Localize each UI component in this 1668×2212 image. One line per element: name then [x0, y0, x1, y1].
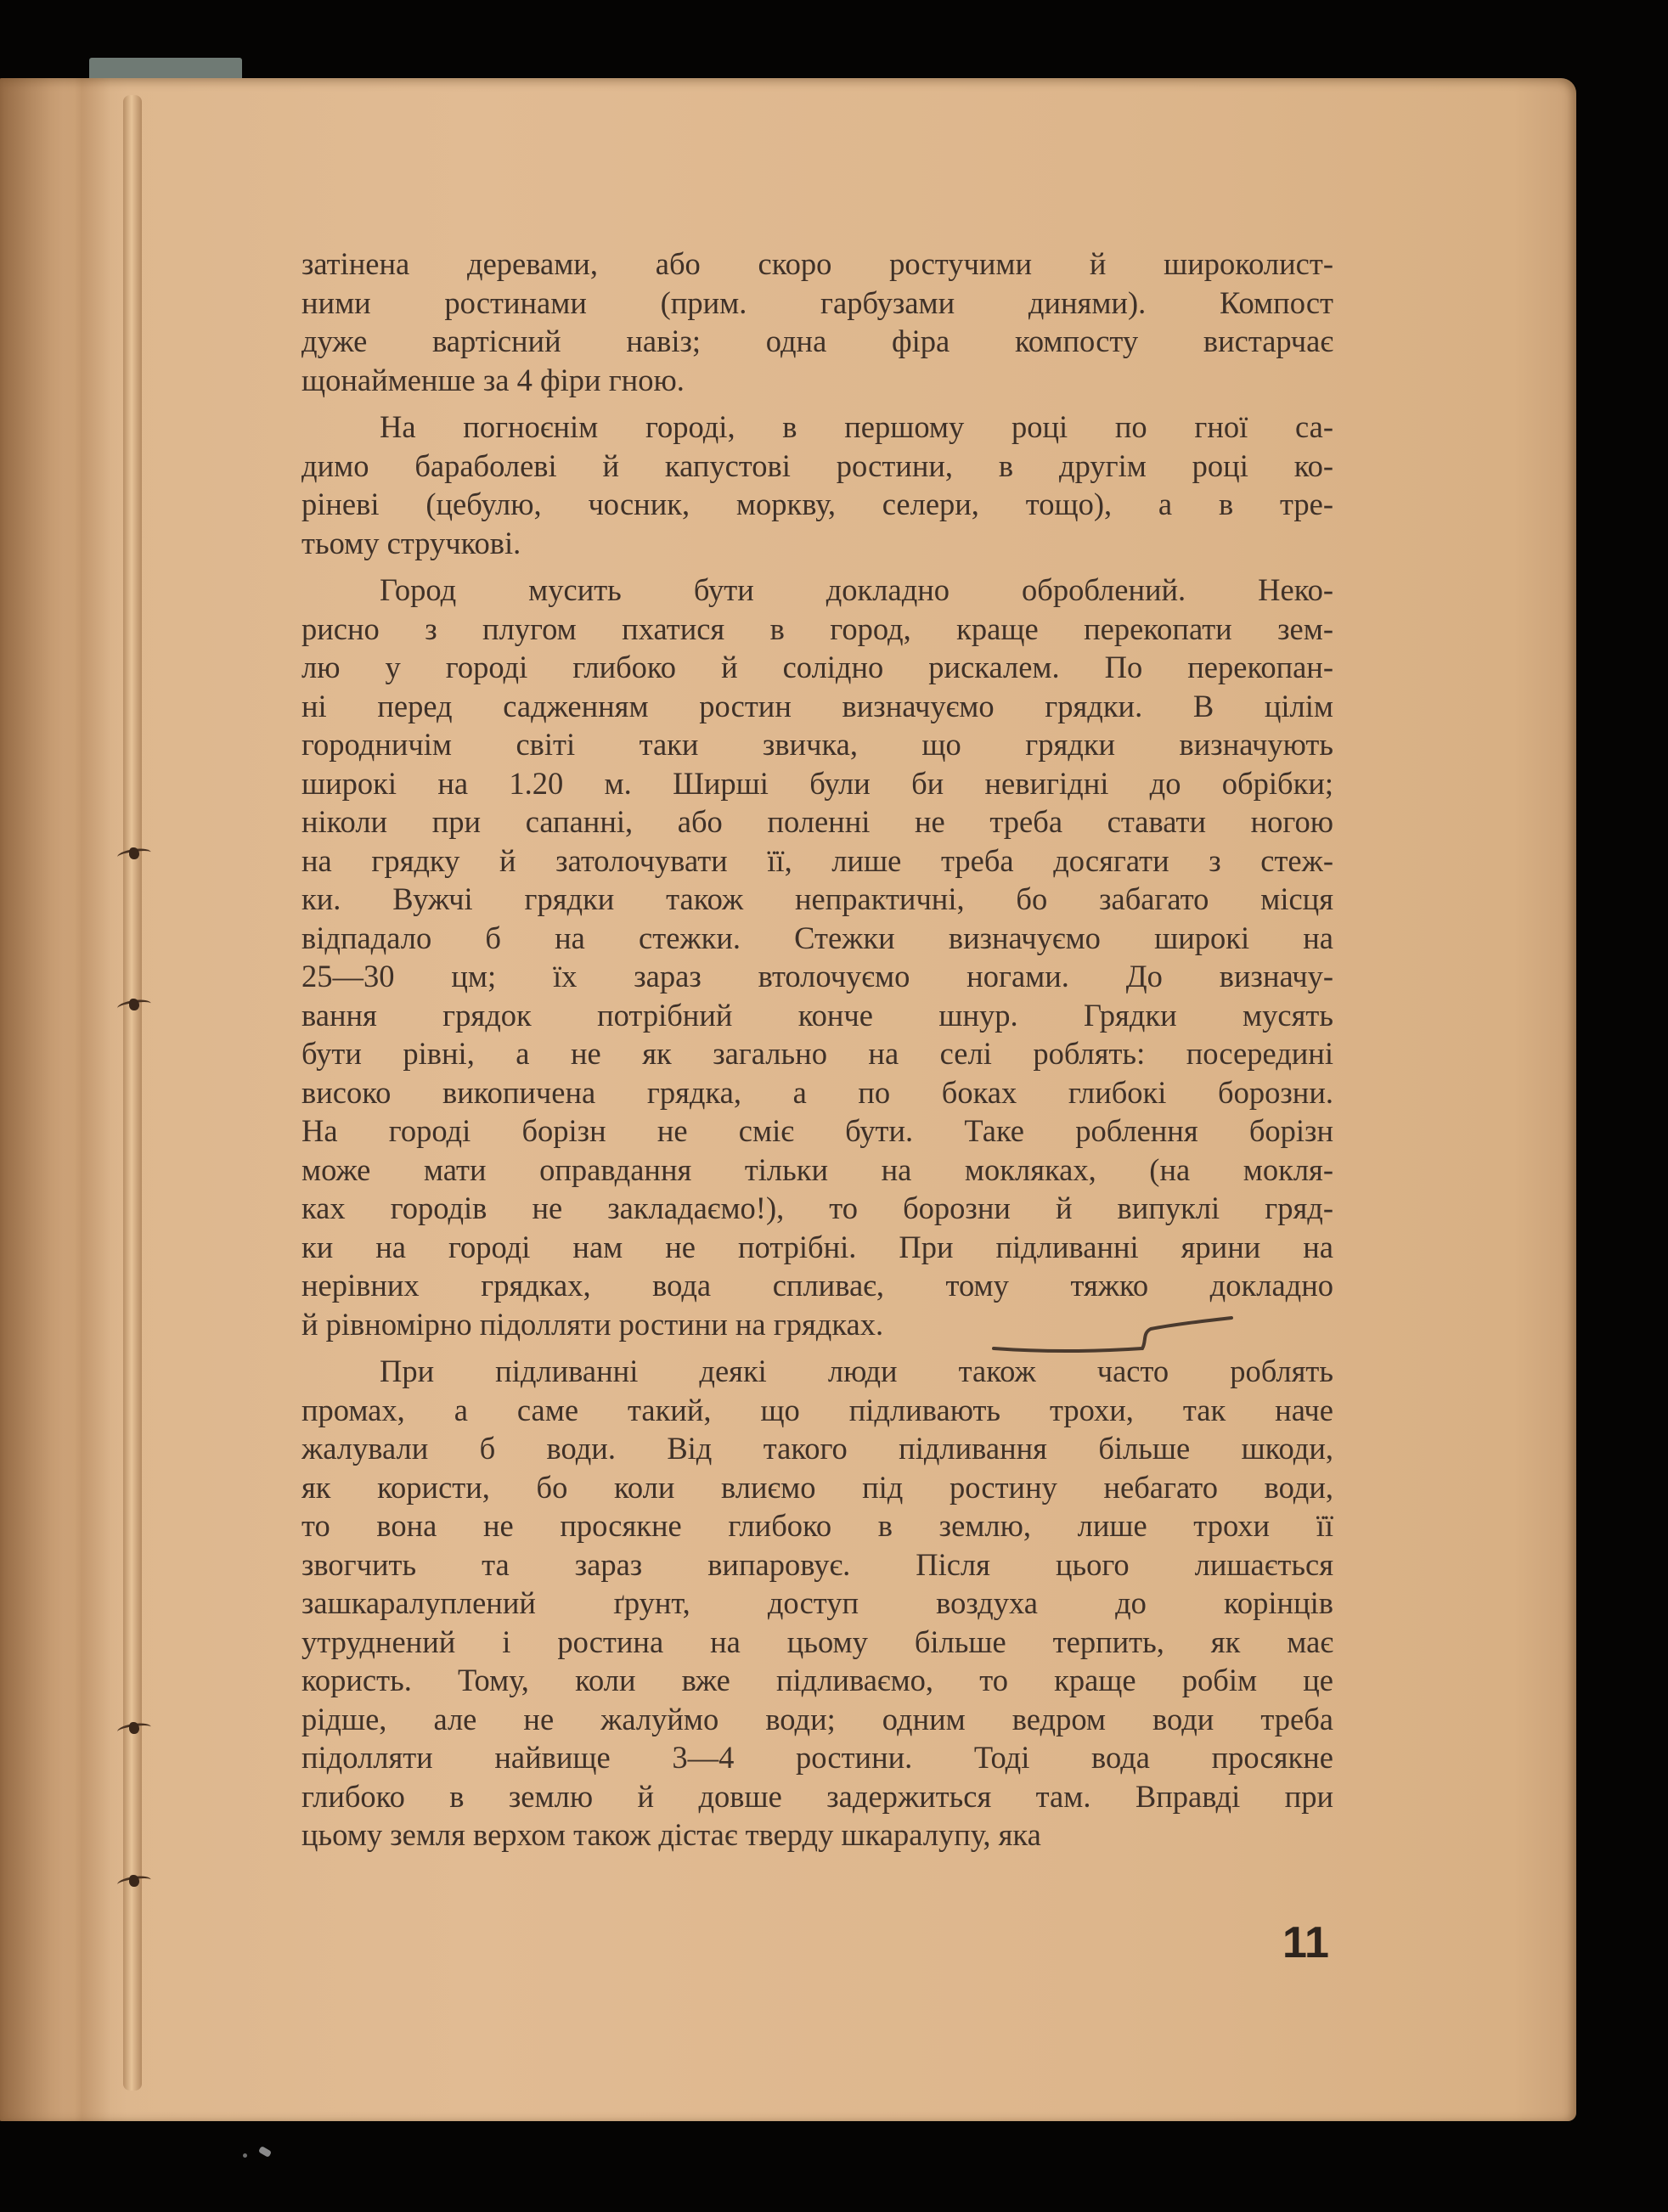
text-line: нерівних грядках, вода спливає, тому тяжко докладно — [301, 1268, 1333, 1303]
text-line: ріневі (цебулю, чосник, моркву, селери, тощо), а в тре- — [301, 487, 1333, 521]
text-line: високо викопичена грядка, а по боках глибокі борозни. — [301, 1074, 1333, 1110]
body-text — [301, 245, 1333, 1863]
text-line: як користи, бо коли влиємо під ростину небагато води, — [301, 1469, 1333, 1505]
handwritten-underline-mark — [989, 1299, 1236, 1359]
text-line: користь. Тому, коли вже підливаємо, то краще робім це — [301, 1663, 1333, 1697]
text-line: 25—30 цм; їх зараз втолочуємо ногами. До визначу- — [301, 959, 1333, 993]
text-line: на грядку й затолочувати її, лише треба досягати з стеж- — [301, 842, 1333, 878]
paragraph — [301, 408, 1333, 562]
text-line: городничім світі таки звичка, що грядки визначують — [301, 727, 1333, 762]
text-line: жалували б води. Від такого підливання більше шкоди, — [301, 1431, 1333, 1466]
scan-artifact — [243, 2153, 247, 2158]
text-line: підолляти найвище 3—4 ростини. Тоді вода просякне — [301, 1740, 1333, 1775]
page-number: 11 — [1282, 1918, 1329, 1967]
paragraph — [301, 1352, 1333, 1855]
text-line: ні перед садженням ростин визначуємо грядки. В цілім — [301, 688, 1333, 723]
text-line: то вона не просякне глибоко в землю, лише трохи її — [301, 1508, 1333, 1543]
book-spine-fold — [123, 95, 142, 2091]
text-line: відпадало б на стежки. Стежки визначуємо широкі на — [301, 920, 1333, 955]
text-line: ки на городі нам не потрібні. При підливанні ярини на — [301, 1229, 1333, 1264]
binding-stitch — [109, 1870, 160, 1895]
text-line: рисно з плугом пхатися в город, краще перекопати зем- — [301, 611, 1333, 646]
text-line: зашкаралуплений ґрунт, доступ воздуха до корінців — [301, 1585, 1333, 1620]
scan-artifact — [258, 2146, 272, 2158]
text-line: При підливанні деякі люди також часто роблять — [380, 1354, 1333, 1388]
text-line: На погноєнім городі, в першому році по гної са- — [380, 409, 1333, 444]
text-line: ках городів не закладаємо!), то борозни й випуклі гряд- — [301, 1190, 1333, 1225]
text-line: вання грядок потрібний конче шнур. Грядки мусять — [301, 997, 1333, 1033]
text-line: може мати оправдання тільки на мокляках, (на мокля- — [301, 1151, 1333, 1187]
binding-stitch — [109, 842, 160, 868]
text-line: й рівномірно підолляти ростини на грядках. — [301, 1306, 884, 1342]
text-line: ними ростинами (прим. гарбузами динями). Компост — [301, 284, 1333, 320]
paragraph — [301, 571, 1333, 1343]
text-line: глибоко в землю й довше задержиться там. Вправді при — [301, 1778, 1333, 1814]
text-line: дуже вартісний навіз; одна фіра компосту вистарчає — [301, 324, 1333, 358]
page-left-shadow — [0, 78, 127, 2121]
text-line: промах, а саме такий, що підливають трохи, так наче — [301, 1392, 1333, 1427]
text-line: Город мусить бути докладно оброблений. Неко- — [380, 572, 1333, 607]
text-line: щонайменше за 4 фіри гною. — [301, 362, 685, 397]
text-line: цьому земля верхом також дістає тверду шкаралупу, яка — [301, 1817, 1041, 1852]
text-line: звогчить та зараз випаровує. Після цього лишається — [301, 1546, 1333, 1582]
text-line: широкі на 1.20 м. Ширші були би невигідні до обрібки; — [301, 765, 1333, 801]
text-line: ки. Вужчі грядки також непрактичні, бо забагато місця — [301, 881, 1333, 916]
text-line: ніколи при сапанні, або поленні не треба ставати ногою — [301, 804, 1333, 839]
paragraph — [301, 245, 1333, 399]
text-line: лю у городі глибоко й солідно рискалем. По перекопан- — [301, 650, 1333, 684]
text-line: рідше, але не жалуймо води; одним ведром води треба — [301, 1701, 1333, 1736]
binding-stitch — [109, 993, 160, 1019]
text-line: димо бараболеві й капустові ростини, в другім році ко- — [301, 447, 1333, 483]
text-line: затінена деревами, або скоро ростучими й широколист- — [301, 246, 1333, 281]
text-line: бути рівні, а не як загально на селі роблять: посередині — [301, 1036, 1333, 1071]
text-line: утруднений і ростина на цьому більше терпить, як має — [301, 1624, 1333, 1659]
text-line: На городі борізн не сміє бути. Таке роблення борізн — [301, 1113, 1333, 1148]
binding-stitch — [109, 1717, 160, 1742]
text-line: тьому стручкові. — [301, 525, 521, 560]
